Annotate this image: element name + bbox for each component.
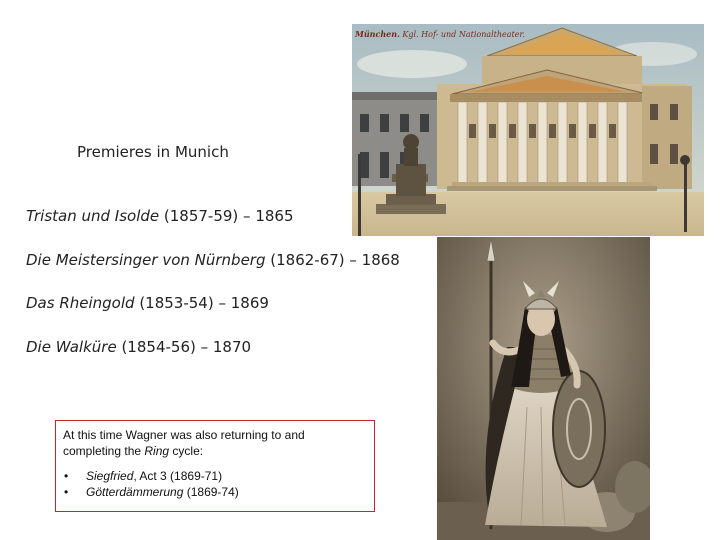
slide-title: Premieres in Munich bbox=[77, 143, 229, 161]
opera-title: Das Rheingold bbox=[26, 294, 135, 312]
opera-line-rheingold bbox=[26, 294, 269, 312]
opera-title: Die Meistersinger von Nürnberg bbox=[26, 251, 266, 269]
ring-works-list bbox=[63, 468, 366, 500]
valkyrie-singer-portrait-image bbox=[437, 237, 650, 540]
opera-dates: (1854-56) – 1870 bbox=[116, 338, 252, 356]
ring-title: Ring bbox=[144, 444, 170, 458]
valkyrie-portrait-illustration bbox=[437, 237, 650, 540]
note-line-2: completing the Ring cycle: bbox=[63, 444, 204, 458]
list-item-gotterdammerung: • Götterdämmerung (1869-74) bbox=[63, 484, 366, 500]
list-item-siegfried: • Siegfried, Act 3 (1869-71) bbox=[63, 468, 366, 484]
opera-line-walkure bbox=[26, 338, 251, 356]
note-line-1: At this time Wagner was also returning to and bbox=[63, 428, 305, 442]
opera-line-meistersinger bbox=[26, 251, 400, 269]
opera-title: Tristan und Isolde bbox=[26, 207, 160, 225]
postcard-caption: München. Kgl. Hof- und Nationaltheater. bbox=[355, 29, 525, 39]
opera-dates: (1853-54) – 1869 bbox=[134, 294, 269, 312]
national-theatre-illustration bbox=[352, 24, 704, 236]
national-theatre-postcard-image bbox=[352, 24, 704, 236]
ring-cycle-note-box bbox=[55, 420, 375, 512]
opera-title: Die Walküre bbox=[26, 338, 117, 356]
opera-dates: (1862-67) – 1868 bbox=[265, 251, 400, 269]
opera-dates: (1857-59) – 1865 bbox=[159, 207, 294, 225]
opera-line-tristan bbox=[26, 207, 294, 225]
